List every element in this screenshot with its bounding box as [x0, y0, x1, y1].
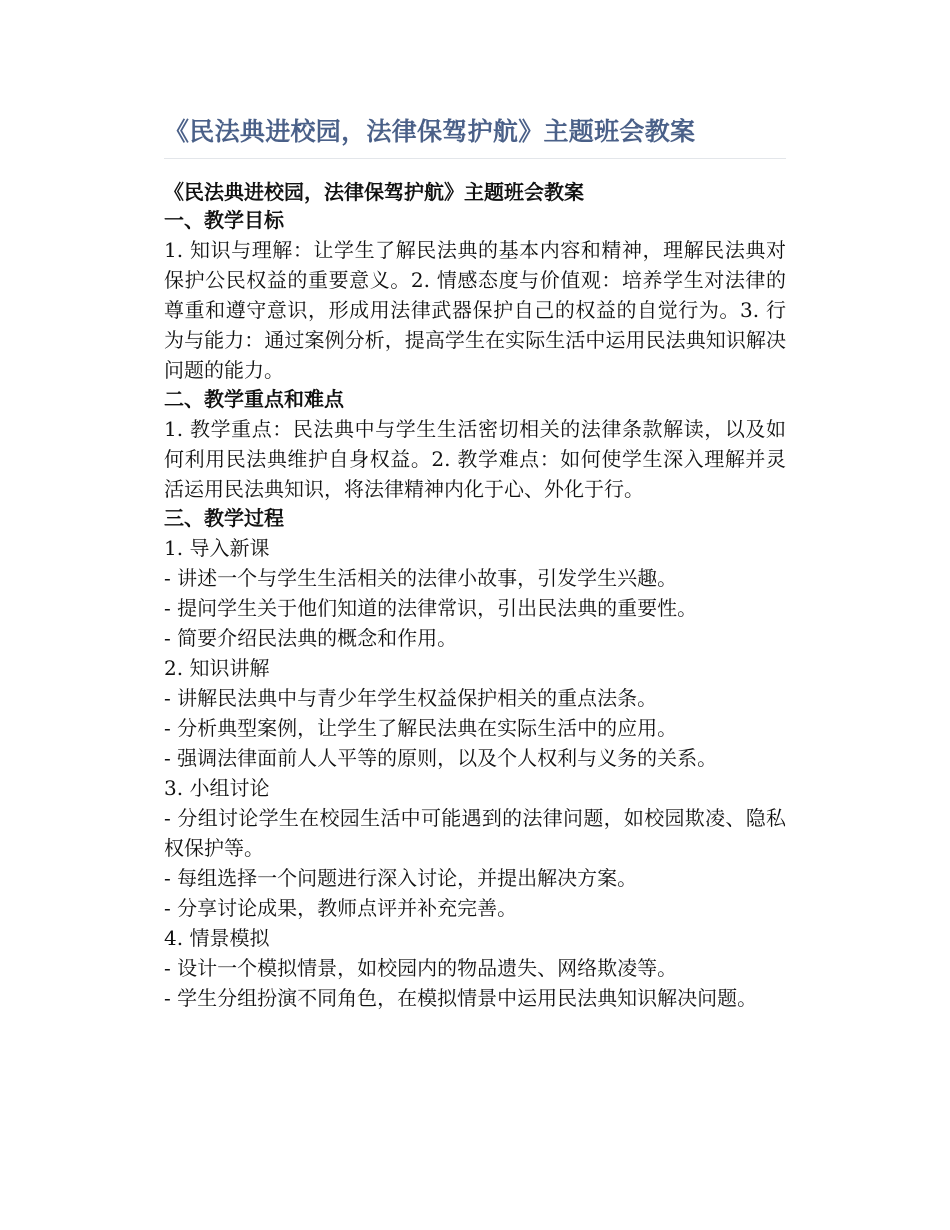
process-item: - 提问学生关于他们知道的法律常识，引出民法典的重要性。	[164, 596, 698, 620]
process-step-title: 4. 情景模拟	[164, 926, 270, 950]
process-item: - 强调法律面前人人平等的原则，以及个人权利与义务的关系。	[164, 746, 718, 770]
process-item: - 简要介绍民法典的概念和作用。	[164, 626, 458, 650]
process-step-title: 1. 导入新课	[164, 536, 270, 560]
section-title-key-points: 二、教学重点和难点	[164, 387, 344, 411]
process-item: - 分享讨论成果，教师点评并补充完善。	[164, 896, 518, 920]
process-item: - 学生分组扮演不同角色，在模拟情景中运用民法典知识解决问题。	[164, 986, 758, 1010]
document-page	[164, 112, 786, 1013]
process-item: - 分析典型案例，让学生了解民法典在实际生活中的应用。	[164, 716, 678, 740]
document-content	[164, 178, 786, 1013]
process-step-title: 3. 小组讨论	[164, 776, 270, 800]
process-item: - 分组讨论学生在校园生活中可能遇到的法律问题，如校园欺凌、隐私权保护等。	[164, 806, 786, 860]
process-item: - 每组选择一个问题进行深入讨论，并提出解决方案。	[164, 866, 638, 890]
process-item: - 设计一个模拟情景，如校园内的物品遗失、网络欺凌等。	[164, 956, 678, 980]
section-title-objectives: 一、教学目标	[164, 208, 284, 232]
objectives-paragraph: 1. 知识与理解：让学生了解民法典的基本内容和精神，理解民法典对保护公民权益的重要意义。2. 情感态度与价值观：培养学生对法律的尊重和遵守意识，形成用法律武器保护自己的权益的自觉行为。3. 行为与能力：通过案例分析，提高学生在实际生活中运用民法典知识解决问题的能力。	[164, 238, 786, 382]
process-step-title: 2. 知识讲解	[164, 656, 270, 680]
section-title-process: 三、教学过程	[164, 506, 284, 530]
process-item: - 讲解民法典中与青少年学生权益保护相关的重点法条。	[164, 686, 658, 710]
process-item: - 讲述一个与学生生活相关的法律小故事，引发学生兴趣。	[164, 566, 678, 590]
lesson-plan-heading: 《民法典进校园，法律保驾护航》主题班会教案	[164, 180, 584, 204]
key-points-paragraph: 1. 教学重点：民法典中与学生生活密切相关的法律条款解读，以及如何利用民法典维护自身权益。2. 教学难点：如何使学生深入理解并灵活运用民法典知识，将法律精神内化于心、外化于行。	[164, 417, 786, 501]
document-title: 《民法典进校园，法律保驾护航》主题班会教案	[164, 112, 786, 159]
